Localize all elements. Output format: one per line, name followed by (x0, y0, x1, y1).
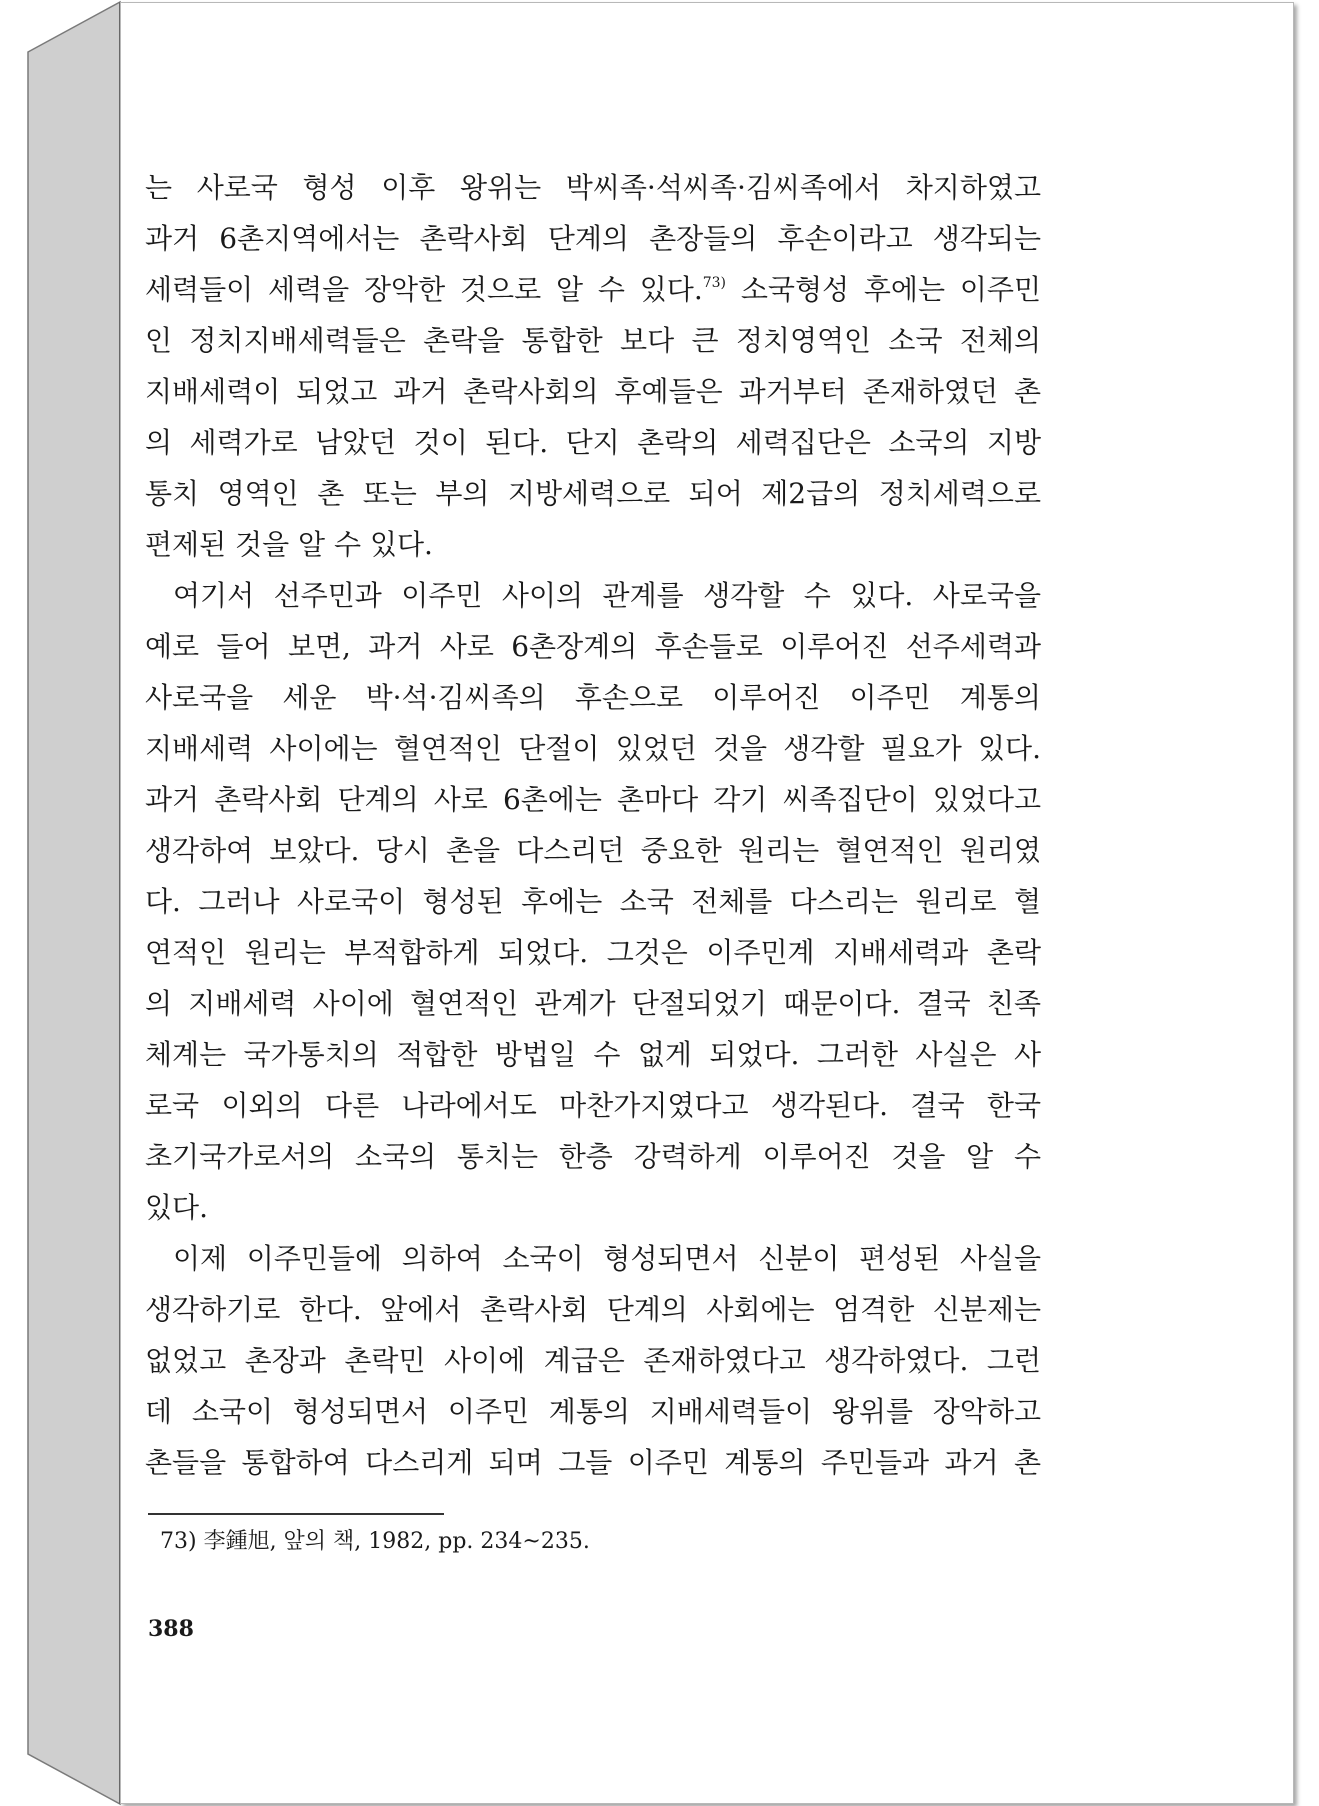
text-line-19: 로국 이외의 다른 나라에서도 마찬가지였다고 생각된다. 결국 한국 (145, 1089, 1041, 1122)
text-line-7: 통치 영역인 촌 또는 부의 지방세력으로 되어 제2급의 정치세력으로 (145, 477, 1041, 510)
text-line-17: 의 지배세력 사이에 혈연적인 관계가 단절되었기 때문이다. 결국 친족 (145, 987, 1041, 1020)
text-line-21: 있다. (145, 1191, 208, 1224)
text-line-5: 지배세력이 되었고 과거 촌락사회의 후예들은 과거부터 존재하였던 촌 (145, 375, 1041, 408)
text-line-6: 의 세력가로 남았던 것이 된다. 단지 촌락의 세력집단은 소국의 지방 (145, 426, 1041, 459)
text-line-25: 데 소국이 형성되면서 이주민 계통의 지배세력들이 왕위를 장악하고 (145, 1395, 1041, 1428)
text-line-20: 초기국가로서의 소국의 통치는 한층 강력하게 이루어진 것을 알 수 (145, 1140, 1041, 1173)
text-line-2: 과거 6촌지역에서는 촌락사회 단계의 촌장들의 후손이라고 생각되는 (145, 222, 1041, 255)
footnote-marker: 73) (702, 275, 726, 291)
page-number: 388 (148, 1616, 194, 1642)
text-line-4: 인 정치지배세력들은 촌락을 통합한 보다 큰 정치영역인 소국 전체의 (145, 324, 1041, 357)
text-line-12: 지배세력 사이에는 혈연적인 단절이 있었던 것을 생각할 필요가 있다. (145, 732, 1041, 765)
text-line-16: 연적인 원리는 부적합하게 되었다. 그것은 이주민계 지배세력과 촌락 (145, 936, 1041, 969)
text-line-26: 촌들을 통합하여 다스리게 되며 그들 이주민 계통의 주민들과 과거 촌 (145, 1446, 1041, 1479)
text-line-23: 생각하기로 한다. 앞에서 촌락사회 단계의 사회에는 엄격한 신분제는 (145, 1293, 1041, 1326)
text-line-3-tail: 소국형성 후에는 이주민 (740, 273, 1041, 306)
text-line-22: 이제 이주민들에 의하여 소국이 형성되면서 신분이 편성된 사실을 (173, 1242, 1041, 1275)
text-line-10: 예로 들어 보면, 과거 사로 6촌장계의 후손들로 이루어진 선주세력과 (145, 630, 1041, 663)
body-text (145, 162, 1041, 1488)
text-line-14: 생각하여 보았다. 당시 촌을 다스리던 중요한 원리는 혈연적인 원리였 (145, 834, 1041, 867)
text-line-15: 다. 그러나 사로국이 형성된 후에는 소국 전체를 다스리는 원리로 혈 (145, 885, 1041, 918)
text-line-11: 사로국을 세운 박·석·김씨족의 후손으로 이루어진 이주민 계통의 (145, 681, 1041, 714)
text-line-9: 여기서 선주민과 이주민 사이의 관계를 생각할 수 있다. 사로국을 (173, 579, 1041, 612)
text-line-24: 없었고 촌장과 촌락민 사이에 계급은 존재하였다고 생각하였다. 그런 (145, 1344, 1041, 1377)
text-line-3-head: 세력들이 세력을 장악한 것으로 알 수 있다. (145, 273, 703, 306)
text-line-18: 체계는 국가통치의 적합한 방법일 수 없게 되었다. 그러한 사실은 사 (145, 1038, 1041, 1071)
text-line-1: 는 사로국 형성 이후 왕위는 박씨족·석씨족·김씨족에서 차지하였고 (145, 171, 1041, 204)
book-side-face (28, 2, 120, 1804)
footnote-divider (148, 1513, 444, 1515)
footnote-text: 73) 李鍾旭, 앞의 책, 1982, pp. 234~235. (160, 1529, 590, 1554)
text-line-8: 편제된 것을 알 수 있다. (145, 528, 433, 561)
text-line-3 (145, 264, 1041, 315)
text-line-13: 과거 촌락사회 단계의 사로 6촌에는 촌마다 각기 씨족집단이 있었다고 (145, 783, 1041, 816)
